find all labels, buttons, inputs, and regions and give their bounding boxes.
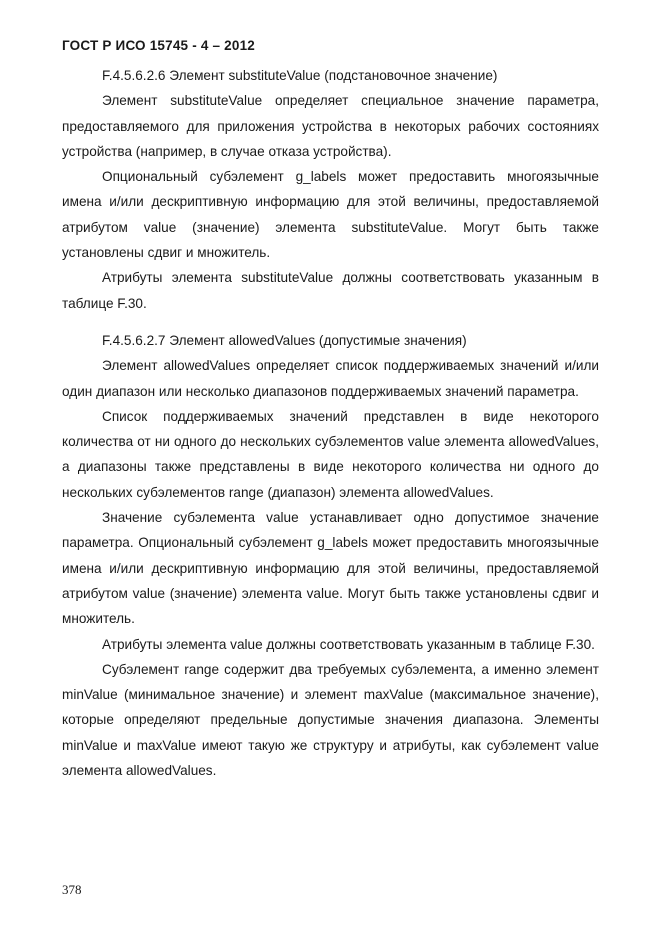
paragraph: Элемент allowedValues определяет список поддерживаемых значений и/или один диапазон или несколько диапазонов поддерживаемых значений параметра. bbox=[62, 358, 599, 399]
section-heading: F.4.5.6.2.6 Элемент substituteValue (подстановочное значение) bbox=[102, 68, 498, 83]
section-gap bbox=[62, 316, 599, 328]
paragraph: Элемент substituteValue определяет специальное значение параметра, предоставляемого для приложения устройства в некоторых рабочих состояниях устройства (например, в случае отказа устройства). bbox=[62, 93, 599, 159]
paragraph: Значение субэлемента value устанавливает одно допустимое значение параметра. Опциональный субэлемент g_labels может предоставить многоязычные имена и/или дескриптивную информацию для этой величины, предоставляемой атрибутом value (значение) элемента value. Могут быть также установлены сдвиг и множитель. bbox=[62, 510, 599, 627]
section-heading: F.4.5.6.2.7 Элемент allowedValues (допустимые значения) bbox=[102, 332, 467, 348]
paragraph: Атрибуты элемента value должны соответствовать указанным в таблице F.30. bbox=[102, 636, 595, 652]
paragraph: Опциональный субэлемент g_labels может предоставить многоязычные имена и/или дескриптивную информацию для этой величины, предоставляемой атрибутом value (значение) элемента substituteValue. Могут быть также установлены сдвиг и множитель. bbox=[62, 169, 599, 261]
document-body bbox=[62, 63, 599, 783]
paragraph: Атрибуты элемента substituteValue должны соответствовать указанным в таблице F.30. bbox=[62, 270, 599, 311]
document-header: ГОСТ Р ИСО 15745 - 4 – 2012 bbox=[62, 38, 255, 53]
paragraph: Список поддерживаемых значений представлен в виде некоторого количества от ни одного до нескольких субэлементов value элемента allowedValues, а диапазоны также представлены в виде некоторого количества ни одного до нескольких субэлементов range (диапазон) элемента allowedValues. bbox=[62, 408, 599, 500]
page-number: 378 bbox=[62, 882, 82, 897]
paragraph: Субэлемент range содержит два требуемых субэлемента, а именно элемент minValue (минимальное значение) и элемент maxValue (максимальное значение), которые определяют предельные допустимые значения диапазона. Элементы minValue и maxValue имеют такую же структуру и атрибуты, как субэлемент value элемента allowedValues. bbox=[62, 661, 599, 779]
